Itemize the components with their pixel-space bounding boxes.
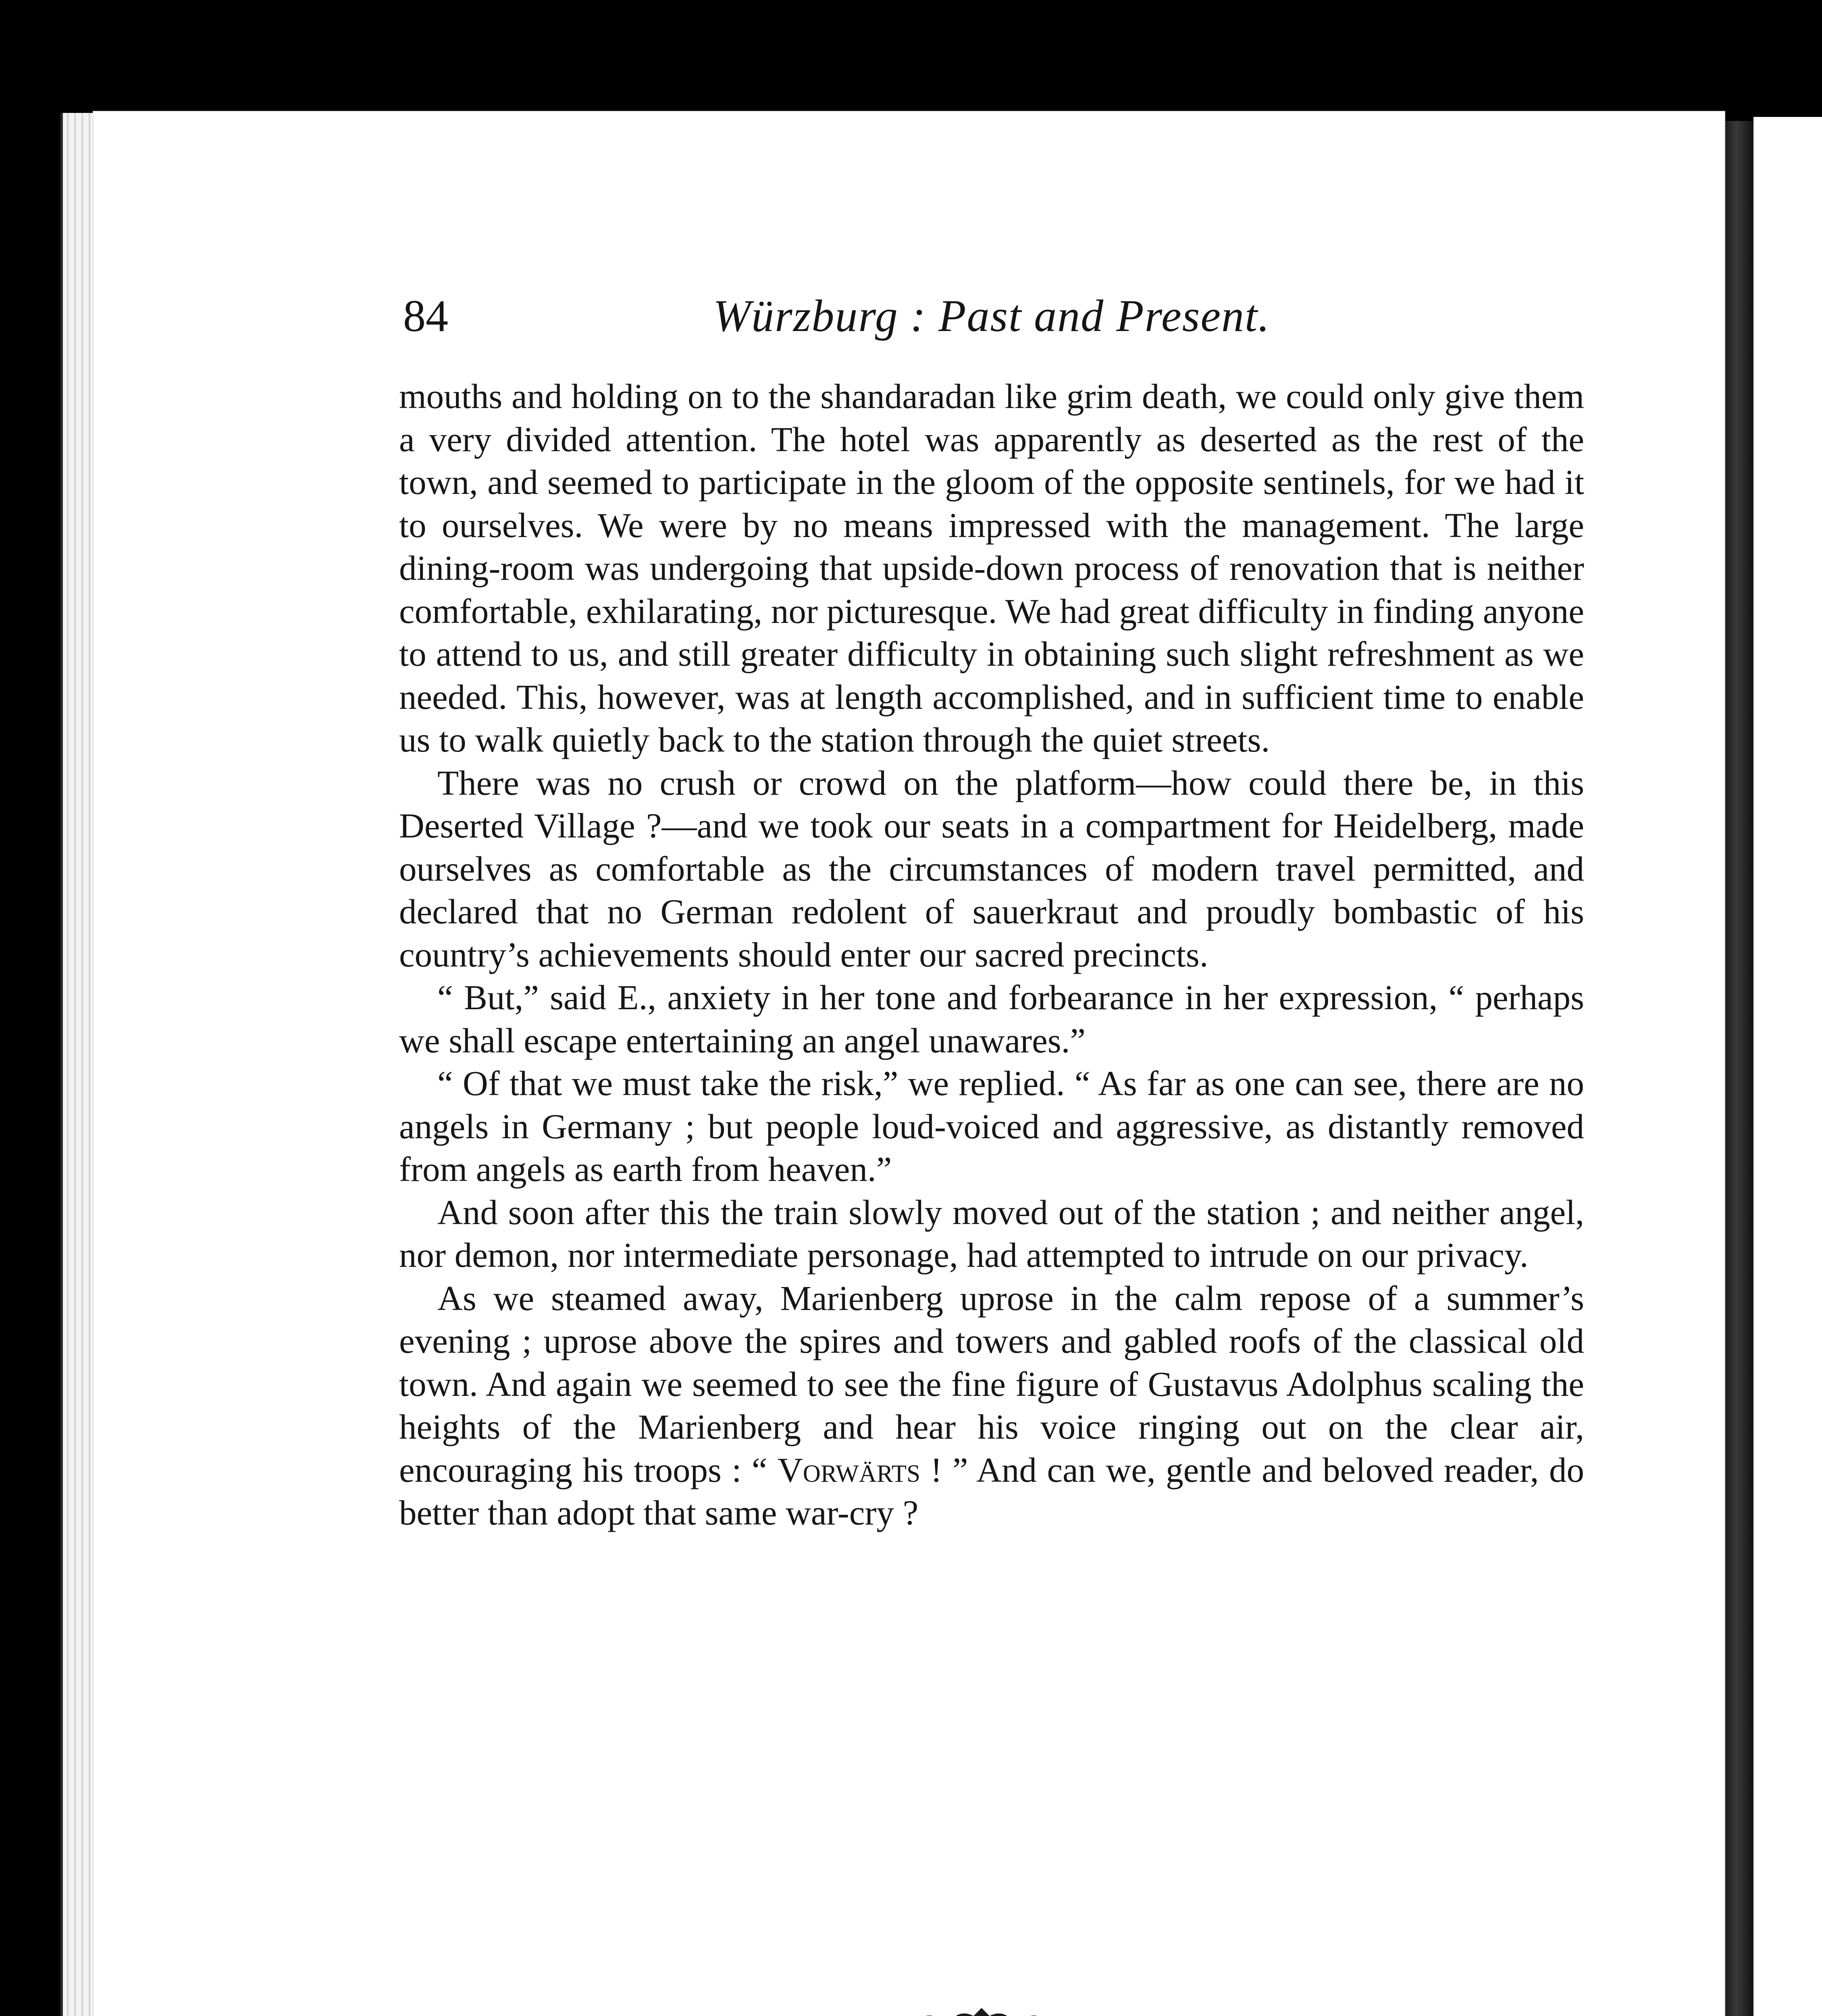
facing-page-edge [1753, 117, 1822, 2016]
paragraph [399, 1191, 1584, 1277]
book-spine [1725, 121, 1753, 2016]
paragraph-text: ! ” And can we, gentle and beloved reader, do better than adopt that same war-cry ? [399, 1450, 1584, 1532]
running-title: Würzburg : Past and Present. [713, 291, 1271, 341]
paragraph [399, 762, 1584, 977]
paragraph-text: “ Of that we must take the risk,” we replied. “ As far as one can see, there are no angels in Germany ; but people loud-voiced and aggressive, as distantly removed from angels as earth from heaven.” [399, 1064, 1584, 1189]
paragraph [399, 375, 1584, 762]
page-number: 84 [403, 291, 448, 341]
paragraph-text: And soon after this the train slowly moved out of the station ; and neither angel, nor demon, nor intermediate personage, had attempted to intrude on our privacy. [399, 1192, 1584, 1275]
paragraph-text: There was no crush or crowd on the platform—how could there be, in this Deserted Village ?—and we took our seats in a compartment for Heidelberg, made ourselves as comfortable as the circumstances of modern travel permitted, and declared that no German redolent of sauerkraut and proudly bombastic of his country’s achievements should enter our sacred precincts. [399, 763, 1584, 974]
running-head [403, 290, 1580, 347]
body-text [399, 375, 1584, 1535]
war-cry-smallcaps: Vorwärts [777, 1450, 920, 1489]
paragraph-text: “ But,” said E., anxiety in her tone and forbearance in her expression, “ perhaps we shall escape entertaining an angel unawares.” [399, 978, 1584, 1060]
paragraph [399, 976, 1584, 1062]
paragraph-text: mouths and holding on to the shandaradan like grim death, we could only give them a very divided attention. The hotel was apparently as deserted as the rest of the town, and seemed to participate in the gloom of the opposite sentinels, for we had it to ourselves. We were by no means impressed with the management. The large dining-room was undergoing that upside-down process of renovation that is neither comfortable, exhilarating, nor picturesque. We had great difficulty in finding anyone to attend to us, and still greater difficulty in obtaining such slight refreshment as we needed. This, however, was at length accomplished, and in sufficient time to enable us to walk quietly back to the station through the quiet streets. [399, 377, 1584, 759]
ornamental-tailpiece [665, 2000, 1298, 2016]
paragraph [399, 1277, 1584, 1535]
paragraph [399, 1062, 1584, 1191]
paragraph-text: As we steamed away, Marienberg uprose in the calm repose of a summer’s evening ; uprose above the spires and towers and gabled roofs of the classical old town. And again we seemed to see the fine figure of Gustavus Adolphus scaling the heights of the Marienberg and hear his voice ringing out on the clear air, encouraging his troops : “ [399, 1278, 1584, 1489]
